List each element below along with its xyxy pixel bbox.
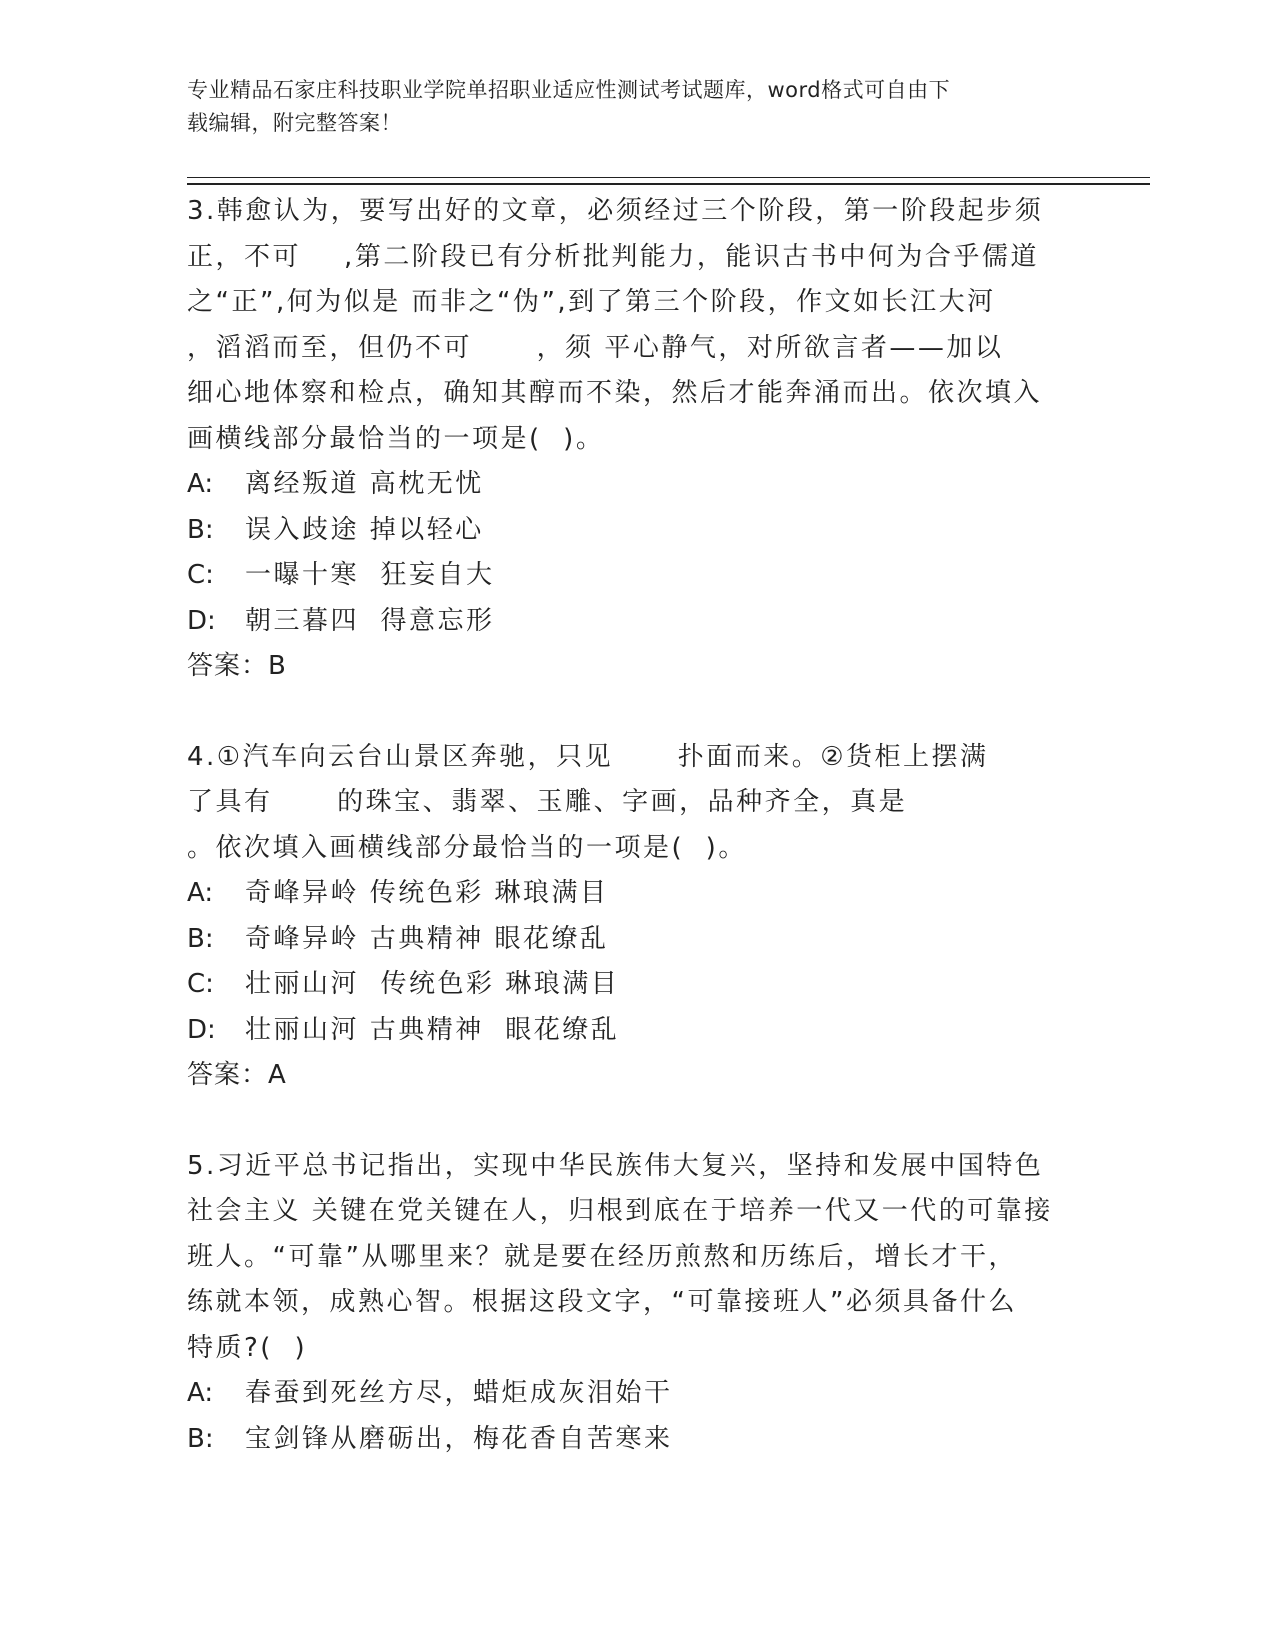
question-text-line: 练就本领，成熟心智。根据这段文字，“可靠接班人”必须具备什么	[187, 1287, 1017, 1317]
option-text: 壮丽山河 传统色彩 琳琅满目	[245, 969, 620, 999]
header-line-2: 载编辑，附完整答案！	[187, 111, 402, 135]
question-text-line: 了具有 的珠宝、翡翠、玉雕、字画，品种齐全，真是	[187, 787, 908, 817]
option-d	[187, 599, 1087, 645]
option-a	[187, 871, 1087, 917]
question-list	[187, 189, 1087, 1462]
answer-line: 答案：B	[187, 651, 287, 681]
option-c	[187, 962, 1087, 1008]
document-header	[187, 74, 1067, 140]
option-key: B:	[187, 514, 214, 545]
question-text-line: 。依次填入画横线部分最恰当的一项是( )。	[187, 832, 747, 863]
header-rule-thick	[187, 183, 1150, 185]
option-key: A:	[187, 878, 214, 908]
option-text: 春蚕到死丝方尽，蜡炬成灰泪始干	[245, 1378, 673, 1408]
question-text-line: 细心地体察和检点，确知其醇而不染，然后才能奔涌而出。依次填入	[187, 378, 1043, 408]
option-text: 朝三暮四 得意忘形	[245, 605, 495, 636]
question-4	[187, 735, 1087, 1099]
answer-line: 答案：A	[187, 1060, 287, 1090]
option-key: A:	[187, 1378, 214, 1408]
option-key: C:	[187, 560, 214, 590]
option-c	[187, 553, 1087, 599]
option-key: D:	[187, 1014, 216, 1045]
question-text-line: 4.①汽车向云台山景区奔驰，只见 扑面而来。②货柜上摆满	[187, 741, 989, 772]
option-d	[187, 1008, 1087, 1054]
option-key: B:	[187, 1423, 214, 1454]
option-b	[187, 508, 1087, 554]
question-text-line: 班人。“可靠”从哪里来？就是要在经历煎熬和历练后，增长才干，	[187, 1241, 1017, 1272]
option-key: A:	[187, 469, 214, 499]
option-text: 奇峰异岭 古典精神 眼花缭乱	[245, 923, 609, 954]
option-text: 宝剑锋从磨砺出，梅花香自苦寒来	[245, 1423, 673, 1454]
header-line-1: 专业精品石家庄科技职业学院单招职业适应性测试考试题库，word格式可自由下	[187, 78, 951, 102]
option-text: 壮丽山河 古典精神 眼花缭乱	[245, 1014, 620, 1045]
option-text: 离经叛道 高枕无忧	[245, 469, 484, 499]
question-3	[187, 189, 1087, 690]
option-a	[187, 462, 1087, 508]
question-text-line: 3.韩愈认为，要写出好的文章，必须经过三个阶段，第一阶段起步须	[187, 196, 1044, 226]
question-text-line: 特质?( )	[187, 1332, 308, 1363]
question-text-line: 正，不可 ,第二阶段已有分析批判能力，能识古书中何为合乎儒道	[187, 241, 1039, 272]
question-text-line: 社会主义 关键在党关键在人，归根到底在于培养一代又一代的可靠接	[187, 1196, 1053, 1226]
question-text-line: ，滔滔而至，但仍不可 ，须 平心静气，对所欲言者——加以	[187, 332, 1004, 363]
option-text: 奇峰异岭 传统色彩 琳琅满目	[245, 878, 609, 908]
question-text-line: 5.习近平总书记指出，实现中华民族伟大复兴，坚持和发展中国特色	[187, 1150, 1044, 1181]
question-text-line: 之“正”,何为似是 而非之“伪”,到了第三个阶段，作文如长江大河	[187, 287, 996, 317]
option-text: 一曝十寒 狂妄自大	[245, 560, 495, 590]
option-b	[187, 1417, 1087, 1463]
option-key: B:	[187, 923, 214, 954]
option-key: C:	[187, 969, 214, 999]
header-rule-thin	[187, 177, 1150, 178]
question-5	[187, 1144, 1087, 1463]
question-text-line: 画横线部分最恰当的一项是( )。	[187, 423, 605, 454]
option-a	[187, 1371, 1087, 1417]
option-key: D:	[187, 605, 216, 636]
option-b	[187, 917, 1087, 963]
option-text: 误入歧途 掉以轻心	[245, 514, 484, 545]
